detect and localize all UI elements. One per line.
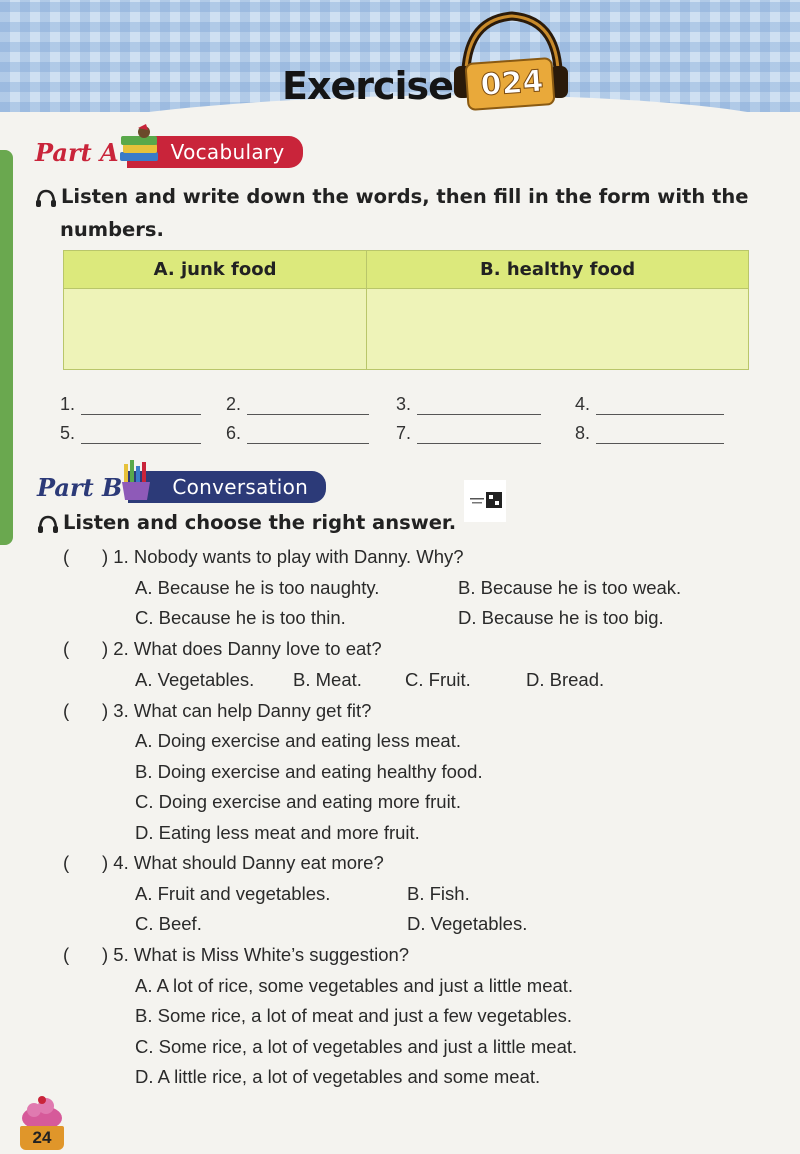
food-classification-table [63,250,749,370]
blank-number: 5. [60,423,76,443]
part-a-instruction [35,180,755,213]
part-b-header [37,471,326,503]
exercise-badge [452,10,570,118]
option-3c: C. Doing exercise and eating more fruit. [135,791,461,812]
part-b-instruction-text: Listen and choose the right answer. [63,511,457,534]
part-b-label: Part B [37,472,123,502]
blank-number: 8. [575,423,591,443]
question-2: ) 2. What does Danny love to eat? [102,638,382,659]
answer-paren[interactable]: ( [63,852,70,873]
blank-item [396,423,541,444]
blank-item [60,394,201,415]
part-a-section-pill: Vocabulary [127,136,303,168]
healthy-food-answer-cell[interactable] [367,289,749,370]
option-2b: B. Meat. [293,669,362,690]
answer-blank[interactable] [81,397,201,415]
part-b-section-pill: Conversation [128,471,326,503]
part-b-instruction [37,506,456,539]
part-a-instruction-line2: numbers. [60,218,164,241]
option-4c: C. Beef. [135,913,202,934]
option-3b: B. Doing exercise and eating healthy food. [135,761,483,782]
blank-item [575,394,724,415]
answer-blank[interactable] [81,426,201,444]
blank-number: 6. [226,423,242,443]
option-5a: A. A lot of rice, some vegetables and just a little meat. [135,975,574,996]
pencil-cup-icon [120,458,156,502]
option-2c: C. Fruit. [405,669,471,690]
side-tab [0,150,13,545]
books-icon [118,124,162,168]
option-2d: D. Bread. [526,669,605,690]
blank-number: 2. [226,394,242,414]
blank-number: 1. [60,394,76,414]
option-1c: C. Because he is too thin. [135,607,346,628]
qr-code-icon [464,480,506,522]
table-header-healthy-food: B. healthy food [367,251,749,289]
part-a-instruction-line1: Listen and write down the words, then fill in the form with the [61,185,749,208]
option-3a: A. Doing exercise and eating less meat. [135,730,461,751]
answer-blank[interactable] [417,397,541,415]
exercise-number: 024 [479,63,545,104]
option-5d: D. A little rice, a lot of vegetables and some meat. [135,1066,541,1087]
part-a-header [35,136,303,168]
blank-item [396,394,541,415]
answer-paren[interactable]: ( [63,638,70,659]
page-number: 24 [20,1126,64,1150]
answer-blank[interactable] [596,426,724,444]
answer-paren[interactable]: ( [63,546,70,567]
question-1: ) 1. Nobody wants to play with Danny. Why? [102,546,464,567]
blank-number: 4. [575,394,591,414]
part-a-label: Part A [35,137,119,167]
page-title: Exercise [282,64,453,108]
blank-number: 3. [396,394,412,414]
answer-paren[interactable]: ( [63,700,70,721]
headphones-icon [37,514,59,534]
option-1a: A. Because he is too naughty. [135,577,380,598]
option-4b: B. Fish. [407,883,470,904]
blank-item [60,423,201,444]
option-2a: A. Vegetables. [135,669,255,690]
cupcake-icon [20,1096,64,1130]
option-4a: A. Fruit and vegetables. [135,883,331,904]
option-1b: B. Because he is too weak. [458,577,682,598]
table-header-junk-food: A. junk food [64,251,367,289]
answer-blank[interactable] [247,397,369,415]
option-3d: D. Eating less meat and more fruit. [135,822,420,843]
option-5c: C. Some rice, a lot of vegetables and just a little meat. [135,1036,578,1057]
question-4: ) 4. What should Danny eat more? [102,852,384,873]
blank-item [226,394,369,415]
page-number-badge [20,1096,64,1154]
option-4d: D. Vegetables. [407,913,528,934]
question-3: ) 3. What can help Danny get fit? [102,700,372,721]
answer-paren[interactable]: ( [63,944,70,965]
question-5: ) 5. What is Miss White’s suggestion? [102,944,410,965]
option-5b: B. Some rice, a lot of meat and just a few vegetables. [135,1005,573,1026]
answer-blank[interactable] [596,397,724,415]
answer-blank[interactable] [417,426,541,444]
headphones-icon [35,188,57,208]
answer-blank[interactable] [247,426,369,444]
option-1d: D. Because he is too big. [458,607,664,628]
junk-food-answer-cell[interactable] [64,289,367,370]
blank-number: 7. [396,423,412,443]
blank-item [226,423,369,444]
blank-item [575,423,724,444]
